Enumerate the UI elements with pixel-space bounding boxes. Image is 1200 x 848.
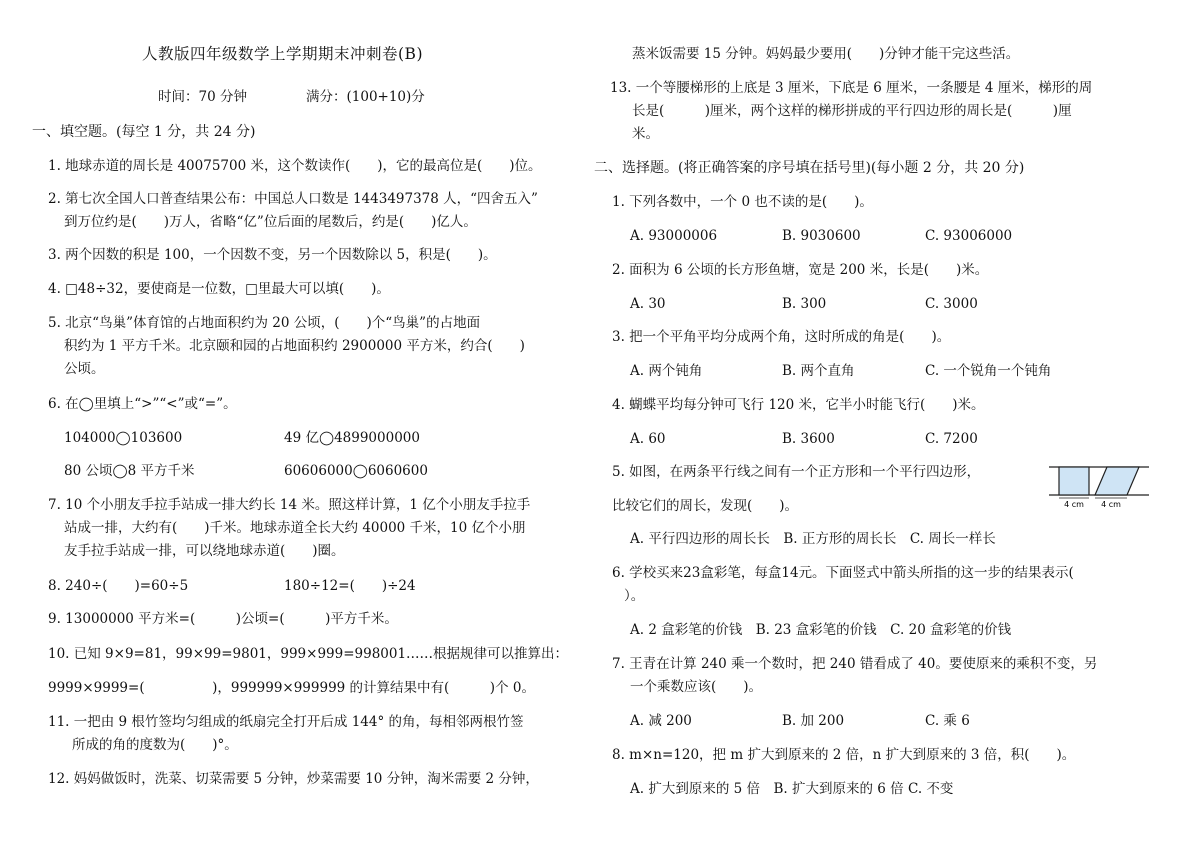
choice-q3-option-b: B. 两个直角	[782, 363, 855, 379]
q7-fill-line2: 站成一排，大约有( )千米。地球赤道全长大约 40000 千米，10 亿个小朋	[64, 520, 526, 536]
exam-title: 人教版四年级数学上学期期末冲刺卷(B)	[142, 45, 423, 63]
section-1-heading: 一、填空题。(每空 1 分，共 24 分)	[32, 124, 256, 140]
choice-q1-option-b: B. 9030600	[782, 228, 861, 244]
choice-q7-option-c: C. 乘 6	[925, 713, 970, 729]
choice-q7-option-a: A. 减 200	[630, 713, 692, 729]
choice-q2-option-a: A. 30	[630, 296, 666, 312]
choice-q6-options: A. 2 盒彩笔的价钱 B. 23 盒彩笔的价钱 C. 20 盒彩笔的价钱	[630, 622, 1012, 638]
q13-fill-line3: 米。	[632, 126, 659, 142]
choice-q6-line1: 6. 学校买来23盒彩笔，每盒14元。下面竖式中箭头所指的这一步的结果表示(	[612, 565, 1074, 581]
choice-q4-option-a: A. 60	[630, 431, 666, 447]
choice-q1: 1. 下列各数中，一个 0 也不读的是( )。	[612, 194, 873, 210]
choice-q3-option-a: A. 两个钝角	[630, 363, 703, 379]
choice-q5-line2: 比较它们的周长，发现( )。	[612, 498, 799, 514]
square-side-label: 4 cm	[1064, 500, 1084, 508]
choice-q3: 3. 把一个平角平均分成两个角，这时所成的角是( )。	[612, 329, 951, 345]
choice-q4: 4. 蝴蝶平均每分钟可飞行 120 米，它半小时能飞行( )米。	[612, 397, 985, 413]
q7-fill-line3: 友手拉手站成一排，可以绕地球赤道( )圈。	[64, 543, 345, 559]
parallelogram-base-label: 4 cm	[1101, 500, 1121, 508]
choice-q8: 8. m×n=120，把 m 扩大到原来的 2 倍，n 扩大到原来的 3 倍，积( )。	[612, 747, 1076, 763]
choice-q5-options: A. 平行四边形的周长长 B. 正方形的周长长 C. 周长一样长	[630, 531, 996, 547]
q5-fill-line3: 公顷。	[64, 361, 105, 377]
q5-fill-line1: 5. 北京“鸟巢”体育馆的占地面积约为 20 公顷，( )个“鸟巢”的占地面	[48, 315, 481, 331]
choice-q2-option-c: C. 3000	[925, 296, 978, 312]
q12-fill-line1: 12. 妈妈做饭时，洗菜、切菜需要 5 分钟，炒菜需要 10 分钟，淘米需要 2 分钟，	[48, 771, 539, 787]
q5-fill-line2: 积约为 1 平方千米。北京颐和园的占地面积约 2900000 平方米，约合( )	[64, 338, 525, 354]
q2-fill-line1: 2. 第七次全国人口普查结果公布：中国总人口数是 1443497378 人，“四舍五入”	[48, 191, 538, 207]
q1-fill: 1. 地球赤道的周长是 40075700 米，这个数读作( )，它的最高位是( )位。	[48, 158, 542, 174]
choice-q1-option-c: C. 93006000	[925, 228, 1013, 244]
choice-q3-option-c: C. 一个锐角一个钝角	[925, 363, 1052, 379]
q13-fill-line1: 13. 一个等腰梯形的上底是 3 厘米，下底是 6 厘米，一条腰是 4 厘米，梯形的周	[610, 80, 1093, 96]
choice-q2-option-b: B. 300	[782, 296, 827, 312]
square-shape	[1059, 467, 1089, 495]
choice-q6-line2: ）。	[624, 588, 645, 604]
q6-fill: 6. 在◯里填上“>”“<”或“=”。	[48, 396, 237, 412]
q6-item-d: 60606000◯6060600	[284, 463, 428, 479]
parallelogram-shape	[1095, 467, 1139, 495]
q6-item-c: 80 公顷◯8 平方千米	[64, 463, 195, 479]
q6-item-a: 104000◯103600	[64, 430, 183, 446]
choice-q5-line1: 5. 如图，在两条平行线之间有一个正方形和一个平行四边形，	[612, 464, 981, 480]
q11-fill-line2: 所成的角的度数为( )°。	[72, 737, 238, 753]
q11-fill-line1: 11. 一把由 9 根竹签均匀组成的纸扇完全打开后成 144° 的角，每相邻两根竹签	[48, 714, 524, 730]
q9-fill: 9. 13000000 平方米=( )公顷=( )平方千米。	[48, 611, 398, 627]
choice-q4-option-c: C. 7200	[925, 431, 978, 447]
choice-q2: 2. 面积为 6 公顷的长方形鱼塘，宽是 200 米，长是( )米。	[612, 262, 989, 278]
choice-q8-options: A. 扩大到原来的 5 倍 B. 扩大到原来的 6 倍 C. 不变	[630, 781, 954, 797]
q6-item-b: 49 亿◯4899000000	[284, 430, 420, 446]
choice-q7-option-b: B. 加 200	[782, 713, 845, 729]
q4-fill: 4. □48÷32，要使商是一位数，□里最大可以填( )。	[48, 281, 390, 297]
square-parallelogram-figure	[1049, 464, 1149, 508]
q8-fill-b: 180÷12=( )÷24	[284, 578, 416, 594]
section-2-heading: 二、选择题。(将正确答案的序号填在括号里)(每小题 2 分，共 20 分)	[594, 160, 1025, 176]
exam-time: 时间：70 分钟	[158, 89, 247, 105]
q10-fill-line1: 10. 已知 9×9=81，99×99=9801，999×999=998001……根据规律可以推算出：	[48, 646, 569, 662]
q3-fill: 3. 两个因数的积是 100，一个因数不变，另一个因数除以 5，积是( )。	[48, 247, 497, 263]
choice-q1-option-a: A. 93000006	[630, 228, 718, 244]
choice-q7-line2: 一个乘数应该( )。	[630, 679, 763, 695]
q8-fill-a: 8. 240÷( )=60÷5	[48, 578, 189, 594]
q7-fill-line1: 7. 10 个小朋友手拉手站成一排大约长 14 米。照这样计算，1 亿个小朋友手拉手	[48, 497, 531, 513]
q13-fill-line2: 长是( )厘米，两个这样的梯形拼成的平行四边形的周长是( )厘	[632, 103, 1072, 119]
choice-q7-line1: 7. 王青在计算 240 乘一个数时，把 240 错看成了 40。要使原来的乘积不变，另	[612, 656, 1098, 672]
choice-q4-option-b: B. 3600	[782, 431, 835, 447]
exam-score: 满分：(100+10)分	[306, 89, 425, 105]
q2-fill-line2: 到万位约是( )万人，省略“亿”位后面的尾数后，约是( )亿人。	[64, 214, 477, 230]
q10-fill-line2: 9999×9999=( )，999999×999999 的计算结果中有( )个 0。	[48, 680, 535, 696]
q12-fill-line2: 蒸米饭需要 15 分钟。妈妈最少要用( )分钟才能干完这些活。	[632, 46, 1020, 62]
